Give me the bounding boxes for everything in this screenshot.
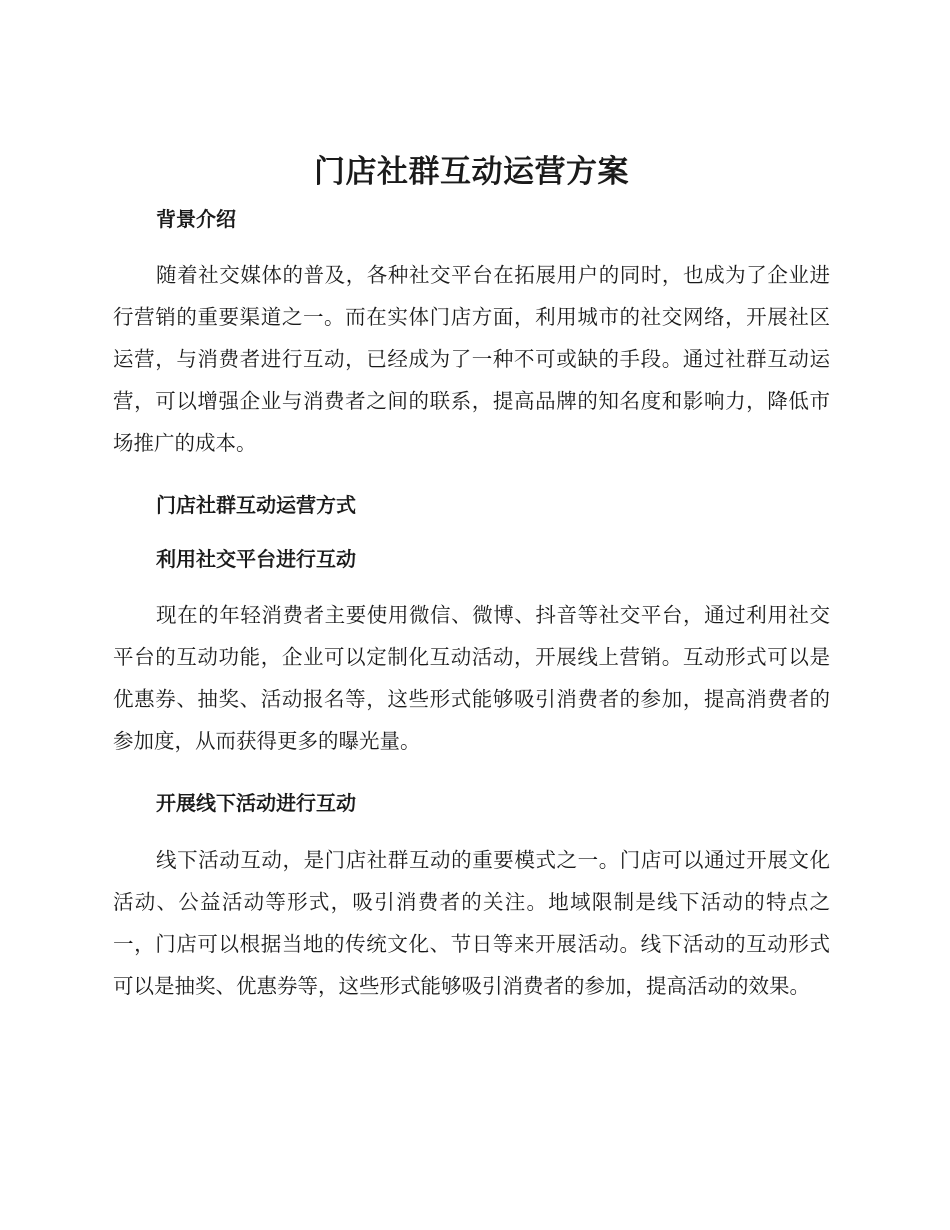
section-heading-background: 背景介绍 <box>156 207 236 231</box>
section-heading-offline-activities: 开展线下活动进行互动 <box>156 791 356 815</box>
section-heading-social-platform: 利用社交平台进行互动 <box>156 547 356 571</box>
document-title: 门店社群互动运营方案 <box>314 154 629 190</box>
paragraph-background: 随着社交媒体的普及，各种社交平台在拓展用户的同时，也成为了企业进行营销的重要渠道之一。而在实体门店方面，利用城市的社交网络，开展社区运营，与消费者进行互动，已经成为了一种不可或缺的手段。通过社群互动运营，可以增强企业与消费者之间的联系，提高品牌的知名度和影响力，降低市场推广的成本。 <box>113 263 830 455</box>
paragraph-offline-activities: 线下活动互动，是门店社群互动的重要模式之一。门店可以通过开展文化活动、公益活动等形式，吸引消费者的关注。地域限制是线下活动的特点之一，门店可以根据当地的传统文化、节日等来开展活动。线下活动的互动形式可以是抽奖、优惠券等，这些形式能够吸引消费者的参加，提高活动的效果。 <box>113 848 830 998</box>
section-heading-operation-methods: 门店社群互动运营方式 <box>156 493 356 517</box>
paragraph-social-platform: 现在的年轻消费者主要使用微信、微博、抖音等社交平台，通过利用社交平台的互动功能，企业可以定制化互动活动，开展线上营销。互动形式可以是优惠券、抽奖、活动报名等，这些形式能够吸引消费者的参加，提高消费者的参加度，从而获得更多的曝光量。 <box>113 603 830 753</box>
